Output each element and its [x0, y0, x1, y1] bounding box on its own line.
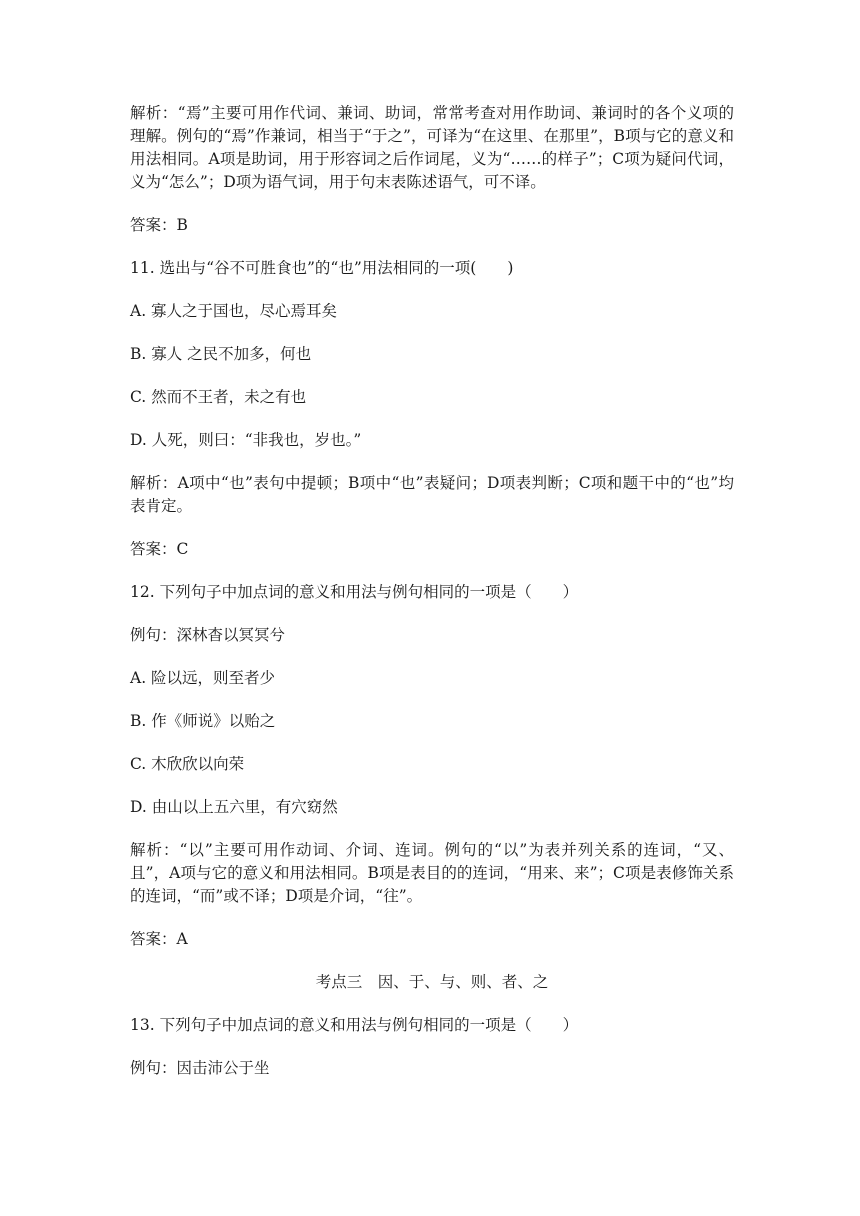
answer-11: 答案：C	[130, 540, 189, 558]
document-page	[130, 102, 734, 1100]
question-11-option-b: B. 寡人 之民不加多，何也	[130, 345, 312, 363]
answer-12: 答案：A	[130, 930, 188, 948]
answer-10: 答案：B	[130, 216, 188, 234]
question-12-option-c: C. 木欣欣以向荣	[130, 755, 245, 773]
analysis-paragraph-11: 解析：A项中“也”表句中提顿；B项中“也”表疑问；D项表判断；C项和题干中的“也”均表肯定。	[130, 474, 734, 515]
question-11-option-c: C. 然而不王者，未之有也	[130, 388, 307, 406]
section-heading: 考点三 因、于、与、则、者、之	[315, 973, 549, 991]
question-11: 11. 选出与“谷不可胜食也”的“也”用法相同的一项( )	[130, 259, 514, 277]
analysis-paragraph-10: 解析：“焉”主要可用作代词、兼词、助词，常常考查对用作助词、兼词时的各个义项的理解。例句的“焉”作兼词，相当于“于之”，可译为“在这里、在那里”，B项与它的意义和用法相同。A项是助词，用于形容词之后作词尾，义为“……的样子”；C项为疑问代词，义为“怎么”；D项为语气词，用于句末表陈述语气，可不译。	[130, 104, 734, 191]
analysis-paragraph-12: 解析：“以”主要可用作动词、介词、连词。例句的“以”为表并列关系的连词，“又、且”，A项与它的意义和用法相同。B项是表目的的连词，“用来、来”；C项是表修饰关系的连词，“而”或不译；D项是介词，“往”。	[130, 841, 734, 905]
question-12: 12. 下列句子中加点词的意义和用法与例句相同的一项是（ ）	[130, 583, 579, 601]
question-12-option-b: B. 作《师说》以贻之	[130, 712, 276, 730]
question-12-option-a: A. 险以远，则至者少	[130, 669, 276, 687]
question-11-option-a: A. 寡人之于国也，尽心焉耳矣	[130, 302, 338, 320]
question-11-option-d: D. 人死，则曰：“非我也，岁也。”	[130, 431, 362, 449]
question-12-example: 例句：深林杳以冥冥兮	[130, 626, 286, 644]
question-13-example: 例句：因击沛公于坐	[130, 1059, 270, 1077]
question-12-option-d: D. 由山以上五六里，有穴窈然	[130, 798, 338, 816]
question-13: 13. 下列句子中加点词的意义和用法与例句相同的一项是（ ）	[130, 1016, 579, 1034]
